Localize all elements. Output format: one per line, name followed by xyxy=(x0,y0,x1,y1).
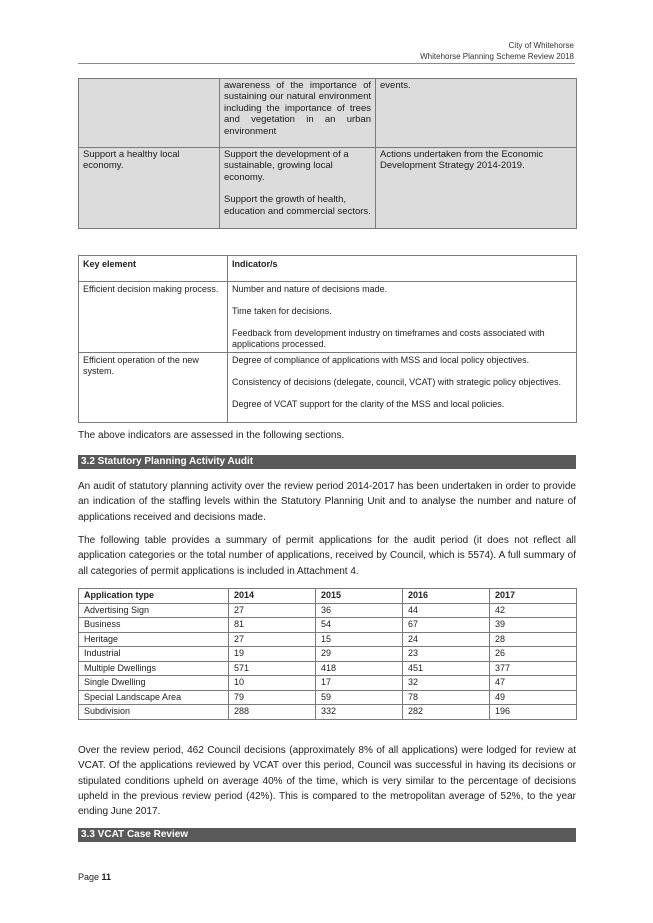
count-cell: 24 xyxy=(403,632,490,647)
indicators-cell xyxy=(228,353,577,423)
actions-cell: events. xyxy=(376,79,577,148)
count-cell: 27 xyxy=(229,632,316,647)
table-row xyxy=(79,282,577,353)
key-element-table xyxy=(78,255,577,423)
count-cell: 59 xyxy=(316,690,403,705)
document-header xyxy=(420,40,574,62)
table-row xyxy=(79,148,577,229)
count-cell: 36 xyxy=(316,603,403,618)
strategy-text-end: environment xyxy=(224,125,277,137)
column-header: Application type xyxy=(79,589,229,604)
count-cell: 81 xyxy=(229,618,316,633)
indicator-text: Feedback from development industry on timeframes and costs associated with applications processed. xyxy=(232,328,545,349)
count-cell: 332 xyxy=(316,705,403,720)
count-cell: 288 xyxy=(229,705,316,720)
column-header: Indicator/s xyxy=(228,256,577,282)
indicator-text: Degree of VCAT support for the clarity of the MSS and local policies. xyxy=(232,399,505,409)
table-row xyxy=(79,632,577,647)
count-cell: 79 xyxy=(229,690,316,705)
count-cell: 10 xyxy=(229,676,316,691)
table-row xyxy=(79,618,577,633)
indicator-text: Time taken for decisions. xyxy=(232,306,332,316)
count-cell: 26 xyxy=(490,647,577,662)
table-row xyxy=(79,79,577,148)
table-row xyxy=(79,676,577,691)
count-cell: 196 xyxy=(490,705,577,720)
key-element-cell: Efficient decision making process. xyxy=(79,282,228,353)
objective-cell xyxy=(79,79,220,148)
count-cell: 23 xyxy=(403,647,490,662)
section-heading-3-3: 3.3 VCAT Case Review xyxy=(78,828,576,842)
count-cell: 27 xyxy=(229,603,316,618)
page-number: 11 xyxy=(101,872,112,882)
count-cell: 418 xyxy=(316,661,403,676)
column-header: Key element xyxy=(79,256,228,282)
table-header-row xyxy=(79,256,577,282)
section-heading-3-2: 3.2 Statutory Planning Activity Audit xyxy=(78,455,576,469)
strategy-text: Support the development of a sustainable, growing local economy. xyxy=(224,149,349,183)
indicators-note: The above indicators are assessed in the following sections. xyxy=(78,430,345,441)
table-header-row xyxy=(79,589,577,604)
count-cell: 571 xyxy=(229,661,316,676)
objective-cell: Support a healthy local economy. xyxy=(79,148,220,229)
table-row xyxy=(79,603,577,618)
strategy-cell xyxy=(220,79,376,148)
count-cell: 29 xyxy=(316,647,403,662)
table-row xyxy=(79,353,577,423)
count-cell: 17 xyxy=(316,676,403,691)
application-type-cell: Heritage xyxy=(79,632,229,647)
count-cell: 42 xyxy=(490,603,577,618)
count-cell: 28 xyxy=(490,632,577,647)
indicator-text: Number and nature of decisions made. xyxy=(232,284,388,294)
count-cell: 32 xyxy=(403,676,490,691)
strategy-text: Support the growth of health, education and commercial sectors. xyxy=(224,194,371,217)
column-header: 2017 xyxy=(490,589,577,604)
page-label: Page xyxy=(78,872,102,882)
header-organisation: City of Whitehorse xyxy=(508,41,574,50)
table-row xyxy=(79,661,577,676)
application-type-cell: Advertising Sign xyxy=(79,603,229,618)
application-type-cell: Single Dwelling xyxy=(79,676,229,691)
table-row xyxy=(79,647,577,662)
count-cell: 15 xyxy=(316,632,403,647)
count-cell: 54 xyxy=(316,618,403,633)
vcat-paragraph: Over the review period, 462 Council decisions (approximately 8% of all applications) were lodged for review at VCAT. Of the applications reviewed by VCAT over this period, Council was successful in having its decisions or stipulated conditions upheld on average 40% of the time, which is very similar to the percentage of decisions upheld in the previous review period (42%). This is compared to the metropolitan average of 52%, to the year ending June 2017. xyxy=(78,745,576,818)
count-cell: 377 xyxy=(490,661,577,676)
application-type-cell: Business xyxy=(79,618,229,633)
count-cell: 67 xyxy=(403,618,490,633)
column-header: 2015 xyxy=(316,589,403,604)
table-row xyxy=(79,690,577,705)
header-document-title: Whitehorse Planning Scheme Review 2018 xyxy=(420,52,574,61)
column-header: 2016 xyxy=(403,589,490,604)
indicator-text: Degree of compliance of applications with MSS and local policy objectives. xyxy=(232,355,530,365)
count-cell: 19 xyxy=(229,647,316,662)
application-type-cell: Multiple Dwellings xyxy=(79,661,229,676)
table-row xyxy=(79,705,577,720)
indicators-cell xyxy=(228,282,577,353)
applications-table xyxy=(78,588,577,720)
summary-paragraph: The following table provides a summary of permit applications for the audit period (it does not reflect all application categories or the total number of applications, received by Council, which is 5574). A full summary of all categories of permit applications is included in Attachment 4. xyxy=(78,535,576,577)
column-header: 2014 xyxy=(229,589,316,604)
count-cell: 39 xyxy=(490,618,577,633)
strategy-cell xyxy=(220,148,376,229)
application-type-cell: Subdivision xyxy=(79,705,229,720)
header-rule xyxy=(78,63,575,64)
count-cell: 47 xyxy=(490,676,577,691)
application-type-cell: Special Landscape Area xyxy=(79,690,229,705)
count-cell: 282 xyxy=(403,705,490,720)
count-cell: 78 xyxy=(403,690,490,705)
objectives-table xyxy=(78,78,577,229)
actions-cell: Actions undertaken from the Economic Development Strategy 2014-2019. xyxy=(376,148,577,229)
count-cell: 451 xyxy=(403,661,490,676)
audit-paragraph: An audit of statutory planning activity over the review period 2014-2017 has been undertaken in order to provide an indication of the staffing levels within the Statutory Planning Unit and to analyse the number and nature of applications received and decisions made. xyxy=(78,481,576,523)
indicator-text: Consistency of decisions (delegate, council, VCAT) with strategic policy objectives. xyxy=(232,377,561,387)
page-footer xyxy=(78,872,111,882)
strategy-text: awareness of the importance of sustaining our natural environment including the importance of trees and vegetation in an urban xyxy=(224,80,371,126)
count-cell: 44 xyxy=(403,603,490,618)
count-cell: 49 xyxy=(490,690,577,705)
application-type-cell: Industrial xyxy=(79,647,229,662)
key-element-cell: Efficient operation of the new system. xyxy=(79,353,228,423)
